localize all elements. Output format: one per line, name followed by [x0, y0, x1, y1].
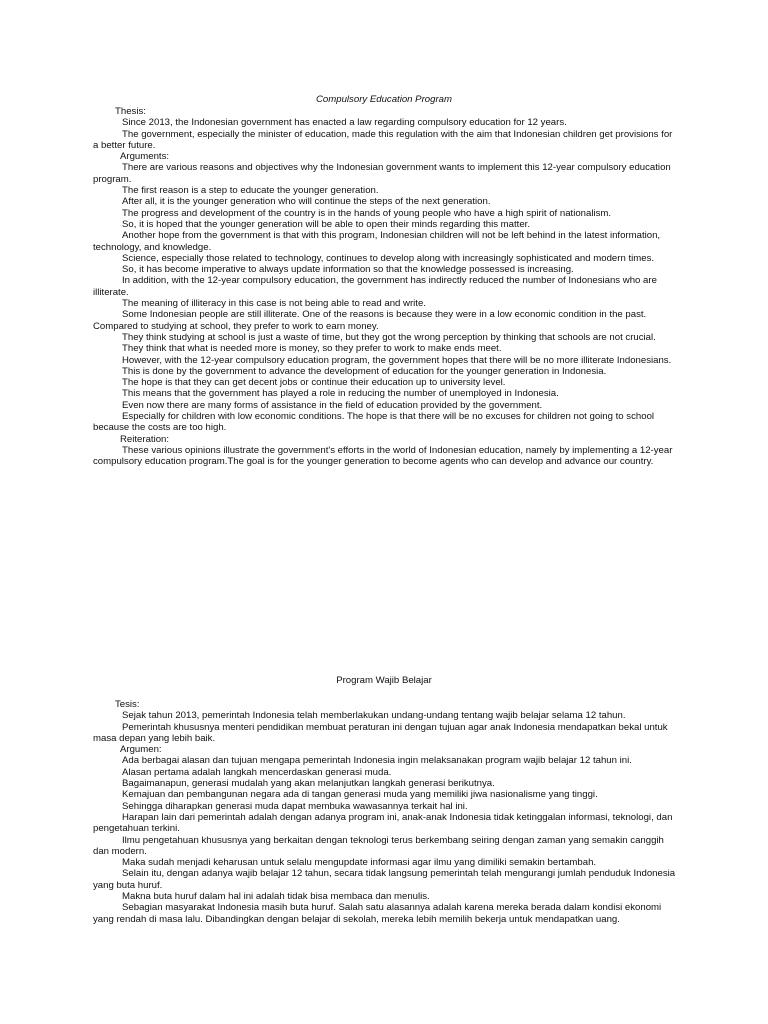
paragraph: Another hope from the government is that with this program, Indonesian children will not be left behind in the latest information, technology, and knowledge.	[93, 230, 661, 253]
paragraph: Makna buta huruf dalam hal ini adalah tidak bisa membaca dan menulis.	[122, 891, 430, 903]
paragraph: However, with the 12-year compulsory education program, the government hopes that there will be no more illiterate Indonesians.	[122, 354, 672, 366]
section-heading: Thesis:	[115, 106, 146, 117]
section-heading: Arguments:	[120, 151, 170, 163]
paragraph: They think studying at school is just a waste of time, but they got the wrong perception by thinking that schools are not crucial.	[122, 331, 656, 343]
paragraph: Alasan pertama adalah langkah mencerdaskan generasi muda.	[122, 766, 392, 778]
paragraph: The government, especially the minister of education, made this regulation with the aim that Indonesian children get provisions for a better future.	[93, 128, 673, 151]
english-section	[0, 94, 768, 468]
paragraph: The progress and development of the country is in the hands of young people who have a high spirit of nationalism.	[122, 207, 612, 219]
paragraph: Ilmu pengetahuan khususnya yang berkaitan dengan teknologi terus berkembang seiring dengan zaman yang semakin canggih dan modern.	[93, 834, 664, 857]
paragraph: Some Indonesian people are still illiterate. One of the reasons is because they were in a low economic condition in the past. Compared to studying at school, they prefer to work to earn money.	[93, 309, 647, 332]
section-heading: Tesis:	[115, 699, 140, 710]
paragraph: Even now there are many forms of assistance in the field of education provided by the government.	[122, 399, 543, 411]
paragraph: Ada berbagai alasan dan tujuan mengapa pemerintah Indonesia ingin melaksanakan program wajib belajar 12 tahun ini.	[122, 755, 632, 767]
section-heading: Argumen:	[120, 744, 162, 756]
paragraph: The meaning of illiteracy in this case is not being able to read and write.	[122, 298, 426, 310]
paragraph: Kemajuan dan pembangunan negara ada di tangan generasi muda yang memiliki jiwa nasionalisme yang tinggi.	[122, 789, 598, 801]
paragraph: They think that what is needed more is money, so they prefer to work to make ends meet.	[122, 343, 502, 355]
indonesian-section	[0, 675, 768, 925]
page-title: Compulsory Education Program	[316, 94, 452, 105]
paragraph: There are various reasons and objectives why the Indonesian government wants to implement this 12-year compulsory education program.	[93, 162, 671, 185]
paragraph: Science, especially those related to technology, continues to develop along with increasingly sophisticated and modern times.	[122, 252, 655, 264]
paragraph: This means that the government has played a role in reducing the number of unemployed in Indonesia.	[122, 388, 559, 400]
paragraph: Sebagian masyarakat Indonesia masih buta huruf. Salah satu alasannya adalah karena mereka berada dalam kondisi ekonomi yang rendah di masa lalu. Dibandingkan dengan belajar di sekolah, mereka lebih memilih bekerja untuk mendapatkan uang.	[93, 902, 662, 925]
document-body	[93, 699, 676, 925]
page-title: Program Wajib Belajar	[336, 675, 432, 686]
paragraph: In addition, with the 12-year compulsory education, the government has indirectly reduced the number of Indonesians who are illiterate.	[93, 275, 657, 298]
paragraph: These various opinions illustrate the government's efforts in the world of Indonesian education, namely by implementing a 12-year compulsory education program.The goal is for the younger generation to become agents who can develop and advance our country.	[93, 444, 673, 468]
paragraph: Selain itu, dengan adanya wajib belajar 12 tahun, secara tidak langsung pemerintah telah mengurangi jumlah penduduk Indonesia yang buta huruf.	[93, 868, 676, 891]
paragraph: After all, it is the younger generation who will continue the steps of the next generation.	[122, 196, 491, 208]
paragraph: Harapan lain dari pemerintah adalah dengan adanya program ini, anak-anak Indonesia tidak ketinggalan informasi, teknologi, dan pengetahuan terkini.	[93, 811, 673, 835]
section-heading: Reiteration:	[120, 433, 170, 445]
paragraph: The first reason is a step to educate the younger generation.	[122, 185, 379, 197]
paragraph: Especially for children with low economic conditions. The hope is that there will be no excuses for children not going to school because the costs are too high.	[93, 411, 655, 434]
paragraph: Pemerintah khususnya menteri pendidikan membuat peraturan ini dengan tujuan agar anak Indonesia mendapatkan bekal untuk masa depan yang lebih baik.	[93, 721, 668, 744]
paragraph: Sejak tahun 2013, pemerintah Indonesia telah memberlakukan undang-undang tentang wajib belajar selama 12 tahun.	[122, 710, 626, 722]
paragraph: Maka sudah menjadi keharusan untuk selalu mengupdate informasi agar ilmu yang dimiliki semakin bertambah.	[122, 857, 597, 869]
paragraph: The hope is that they can get decent jobs or continue their education up to university level.	[122, 377, 506, 389]
paragraph: Sehingga diharapkan generasi muda dapat membuka wawasannya terkait hal ini.	[122, 800, 468, 812]
paragraph: Bagaimanapun, generasi mudalah yang akan melanjutkan langkah generasi berikutnya.	[122, 778, 495, 790]
paragraph: So, it is hoped that the younger generation will be able to open their minds regarding this matter.	[122, 218, 530, 230]
paragraph: Since 2013, the Indonesian government has enacted a law regarding compulsory education for 12 years.	[122, 117, 567, 129]
paragraph: So, it has become imperative to always update information so that the knowledge possessed is increasing.	[122, 264, 574, 276]
document-body	[93, 106, 676, 468]
paragraph: This is done by the government to advance the development of education for the younger generation in Indonesia.	[122, 365, 607, 377]
